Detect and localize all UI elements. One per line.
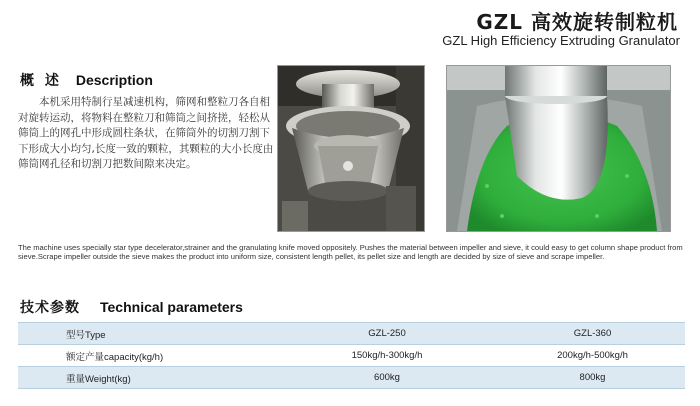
param-label: 型号Type — [18, 323, 274, 345]
technical-parameters-table — [18, 322, 685, 389]
param-value-gzl250: 150kg/h-300kg/h — [274, 345, 500, 367]
description-heading — [20, 70, 153, 90]
description-text-cn: 本机采用特制行星减速机构，筛网和整粒刀各自相对旋转运动，将物料在整粒刀和筛筒之间挤搓，轻松从筛筒上的网孔中形成圆柱条状，在筛筒外的切割刀割下下形成大小均匀,长度一致的颗粒，其颗粒的大小长度由筛筒网孔径和切割刀把数间隙来决定。 — [18, 96, 274, 171]
technical-heading — [20, 297, 243, 317]
technical-heading-en: Technical parameters — [100, 299, 243, 315]
description-heading-cn: 概 述 — [20, 73, 62, 89]
param-label: 重量Weight(kg) — [18, 367, 274, 389]
granulator-sieve-photo — [277, 65, 425, 232]
param-value-gzl360: 800kg — [500, 367, 685, 389]
param-value-gzl250: GZL-250 — [274, 323, 500, 345]
table-row — [18, 345, 685, 367]
table-row — [18, 323, 685, 345]
param-value-gzl360: 200kg/h-500kg/h — [500, 345, 685, 367]
description-heading-en: Description — [75, 72, 153, 88]
granules-illustration — [447, 66, 670, 231]
table-row — [18, 367, 685, 389]
param-value-gzl250: 600kg — [274, 367, 500, 389]
param-value-gzl360: GZL-360 — [500, 323, 685, 345]
technical-heading-cn: 技术参数 — [20, 300, 80, 316]
page-title: GZL 高效旋转制粒机 — [476, 10, 678, 34]
description-text-en: The machine uses specially star type decelerator,strainer and the granulating knife moved oppositely. Pushes the material between impeller and sieve, it could easy to get column shape product from sieve.Scrape impeller outside the sieve makes the product into uniform size, consistent length pellet, its pellet size and length are decided by size of sieve and scrape impeller. — [18, 243, 683, 262]
param-label: 额定产量capacity(kg/h) — [18, 345, 274, 367]
page-subtitle: GZL High Efficiency Extruding Granulator — [442, 33, 680, 48]
granules-output-photo — [446, 65, 671, 232]
granulator-sieve-illustration — [278, 66, 424, 231]
